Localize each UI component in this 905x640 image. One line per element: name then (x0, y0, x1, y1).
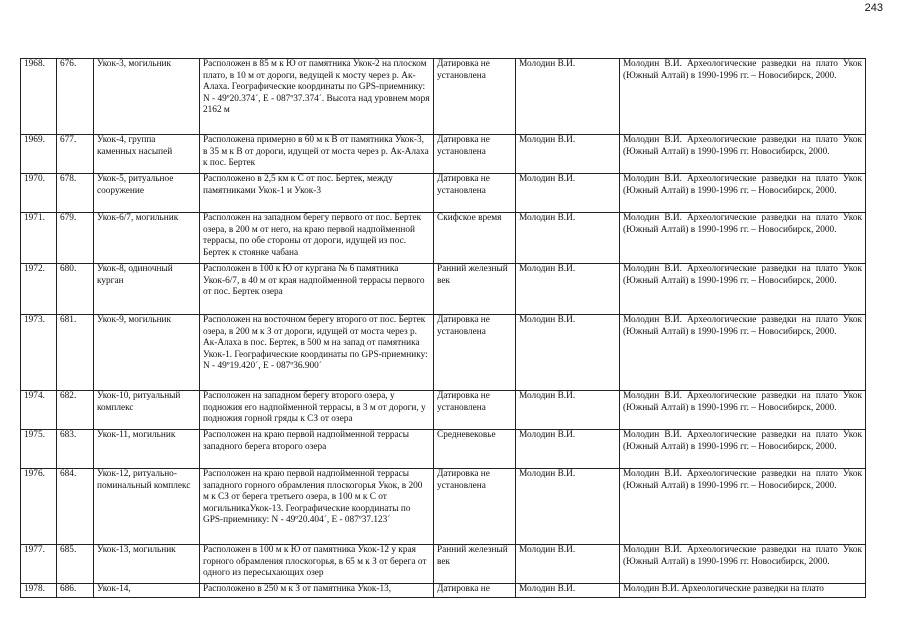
monument-dating: Датировка не установлена (434, 135, 516, 174)
monument-index: 683. (57, 430, 94, 469)
monument-author: Молодин В.И. (516, 213, 620, 264)
monument-author: Молодин В.И. (516, 545, 620, 584)
monument-index: 681. (57, 315, 94, 391)
monument-bibliography: Молодин В.И. Археологические разведки на плато Укок (Южный Алтай) в 1990-1996 гг. – Новосибирск, 2000. (620, 213, 866, 264)
monument-dating: Ранний железный век (434, 264, 516, 315)
table-body (21, 59, 866, 598)
monument-author: Молодин В.И. (516, 264, 620, 315)
row-number: 1970. (21, 174, 57, 213)
monument-index: 679. (57, 213, 94, 264)
monument-dating: Датировка не установлена (434, 391, 516, 430)
monument-bibliography: Молодин В.И. Археологические разведки на плато Укок (Южный Алтай) в 1990-1996 гг. Новосибирск, 2000. (620, 135, 866, 174)
monument-location: Расположен на краю первой надпойменной террасы западного берега второго озера (200, 430, 434, 469)
monument-author: Молодин В.И. (516, 469, 620, 545)
page-number: 243 (864, 2, 883, 14)
monument-bibliography: Молодин В.И. Археологические разведки на плато Укок (Южный Алтай) в 1990-1996 гг. – Новосибирск, 2000. (620, 264, 866, 315)
monument-bibliography: Молодин В.И. Археологические разведки на плато Укок (Южный Алтай) в 1990-1996 гг. – Новосибирск, 2000. (620, 315, 866, 391)
monument-bibliography: Молодин В.И. Археологические разведки на плато Укок (Южный Алтай) в 1990-1996 гг. Новосибирск, 2000. (620, 545, 866, 584)
monument-location: Расположен в 100 к Ю от кургана № 6 памятника Укок-6/7, в 40 м от края надпойменной террасы первого от пос. Бертек озера (200, 264, 434, 315)
monument-location: Расположен в 85 м к Ю от памятника Укок-2 на плоском плато, в 10 м от дороги, ведущей к мосту через р. Ак-Алаха. Географические координаты по GPS-приемнику: N - 49º20.374´, E - 087º37.374´. Высота над уровнем моря 2162 м (200, 59, 434, 135)
row-number: 1968. (21, 59, 57, 135)
monument-bibliography: Молодин В.И. Археологические разведки на плато (620, 584, 866, 598)
monument-name: Укок-10, ритуальный комплекс (94, 391, 200, 430)
monument-name: Укок-11, могильник (94, 430, 200, 469)
monument-name: Укок-9, могильник (94, 315, 200, 391)
monument-location: Расположено в 250 м к З от памятника Укок-13, (200, 584, 434, 598)
table-row (21, 213, 866, 264)
monument-dating: Средневековье (434, 430, 516, 469)
monument-name: Укок-12, ритуально-поминальный комплекс (94, 469, 200, 545)
monument-index: 676. (57, 59, 94, 135)
table-row (21, 545, 866, 584)
monument-name: Укок-3, могильник (94, 59, 200, 135)
monument-bibliography: Молодин В.И. Археологические разведки на плато Укок (Южный Алтай) в 1990-1996 гг. – Новосибирск, 2000. (620, 59, 866, 135)
monument-dating: Ранний железный век (434, 545, 516, 584)
monument-author: Молодин В.И. (516, 315, 620, 391)
table-row (21, 59, 866, 135)
monument-author: Молодин В.И. (516, 135, 620, 174)
monument-bibliography: Молодин В.И. Археологические разведки на плато Укок (Южный Алтай) в 1990-1996 гг. – Новосибирск, 2000. (620, 174, 866, 213)
monument-location: Расположена примерно в 60 м к В от памятника Укок-3, в 35 м к В от дороги, идущей от моста через р. Ак-Алаха к пос. Бертек (200, 135, 434, 174)
monument-dating: Датировка не установлена (434, 174, 516, 213)
monument-author: Молодин В.И. (516, 59, 620, 135)
monument-dating: Датировка не установлена (434, 469, 516, 545)
monument-dating: Датировка не установлена (434, 315, 516, 391)
table-row (21, 430, 866, 469)
monument-author: Молодин В.И. (516, 174, 620, 213)
row-number: 1976. (21, 469, 57, 545)
monument-index: 685. (57, 545, 94, 584)
monuments-table (20, 58, 866, 598)
monument-name: Укок-4, группа каменных насыпей (94, 135, 200, 174)
monument-index: 678. (57, 174, 94, 213)
monument-location: Расположен в 100 м к Ю от памятника Укок-12 у края горного обрамления плоскогорья, в 65 м к З от берега от одного из пересыхающих озер (200, 545, 434, 584)
monument-index: 677. (57, 135, 94, 174)
monument-bibliography: Молодин В.И. Археологические разведки на плато Укок (Южный Алтай) в 1990-1996 гг. – Новосибирск, 2000. (620, 391, 866, 430)
row-number: 1969. (21, 135, 57, 174)
monument-dating: Датировка не установлена (434, 59, 516, 135)
monument-location: Расположен на западном берегу второго озера, у подножия его надпойменной террасы, в 3 м от дороги, у подножия горной гряды к СЗ от озера (200, 391, 434, 430)
table-row (21, 135, 866, 174)
monument-dating: Скифское время (434, 213, 516, 264)
monument-name: Укок-8, одиночный курган (94, 264, 200, 315)
monument-name: Укок-14, (94, 584, 200, 598)
table-row (21, 315, 866, 391)
table-row (21, 584, 866, 598)
monument-dating: Датировка не (434, 584, 516, 598)
row-number: 1975. (21, 430, 57, 469)
monument-author: Молодин В.И. (516, 391, 620, 430)
monument-index: 686. (57, 584, 94, 598)
monument-index: 680. (57, 264, 94, 315)
monument-index: 682. (57, 391, 94, 430)
monument-name: Укок-6/7, могильник (94, 213, 200, 264)
monument-index: 684. (57, 469, 94, 545)
monument-location: Расположено в 2,5 км к С от пос. Бертек, между памятниками Укок-1 и Укок-3 (200, 174, 434, 213)
monument-author: Молодин В.И. (516, 584, 620, 598)
row-number: 1974. (21, 391, 57, 430)
table-row (21, 264, 866, 315)
row-number: 1973. (21, 315, 57, 391)
row-number: 1972. (21, 264, 57, 315)
monument-bibliography: Молодин В.И. Археологические разведки на плато Укок (Южный Алтай) в 1990-1996 гг. – Новосибирск, 2000. (620, 469, 866, 545)
monument-bibliography: Молодин В.И. Археологические разведки на плато Укок (Южный Алтай) в 1990-1996 гг. – Новосибирск, 2000. (620, 430, 866, 469)
row-number: 1978. (21, 584, 57, 598)
monument-location: Расположен на восточном берегу второго от пос. Бертек озера, в 200 м к З от дороги, идущей от моста через р. Ак-Алаха в пос. Бертек, в 500 м на запад от памятника Укок-1. Географические координаты по GPS-приемнику: N - 49º19.420´, E - 087º36.900´ (200, 315, 434, 391)
monument-name: Укок-5, ритуальное сооружение (94, 174, 200, 213)
table-row (21, 469, 866, 545)
monument-location: Расположен на краю первой надпойменной террасы западного горного обрамления плоскогорья Укок, в 200 м к СЗ от берега третьего озера, в 100 м к С от могильникаУкок-13. Географические координаты по GPS-приемнику: N - 49º20.404´, E - 087º37.123´ (200, 469, 434, 545)
row-number: 1971. (21, 213, 57, 264)
table-row (21, 174, 866, 213)
table-row (21, 391, 866, 430)
monument-author: Молодин В.И. (516, 430, 620, 469)
row-number: 1977. (21, 545, 57, 584)
monument-location: Расположен на западном берегу первого от пос. Бертек озера, в 200 м от него, на краю первой надпойменной террасы, по обе стороны от дороги, идущей из пос. Бертек к стоянке чабана (200, 213, 434, 264)
monument-name: Укок-13, могильник (94, 545, 200, 584)
